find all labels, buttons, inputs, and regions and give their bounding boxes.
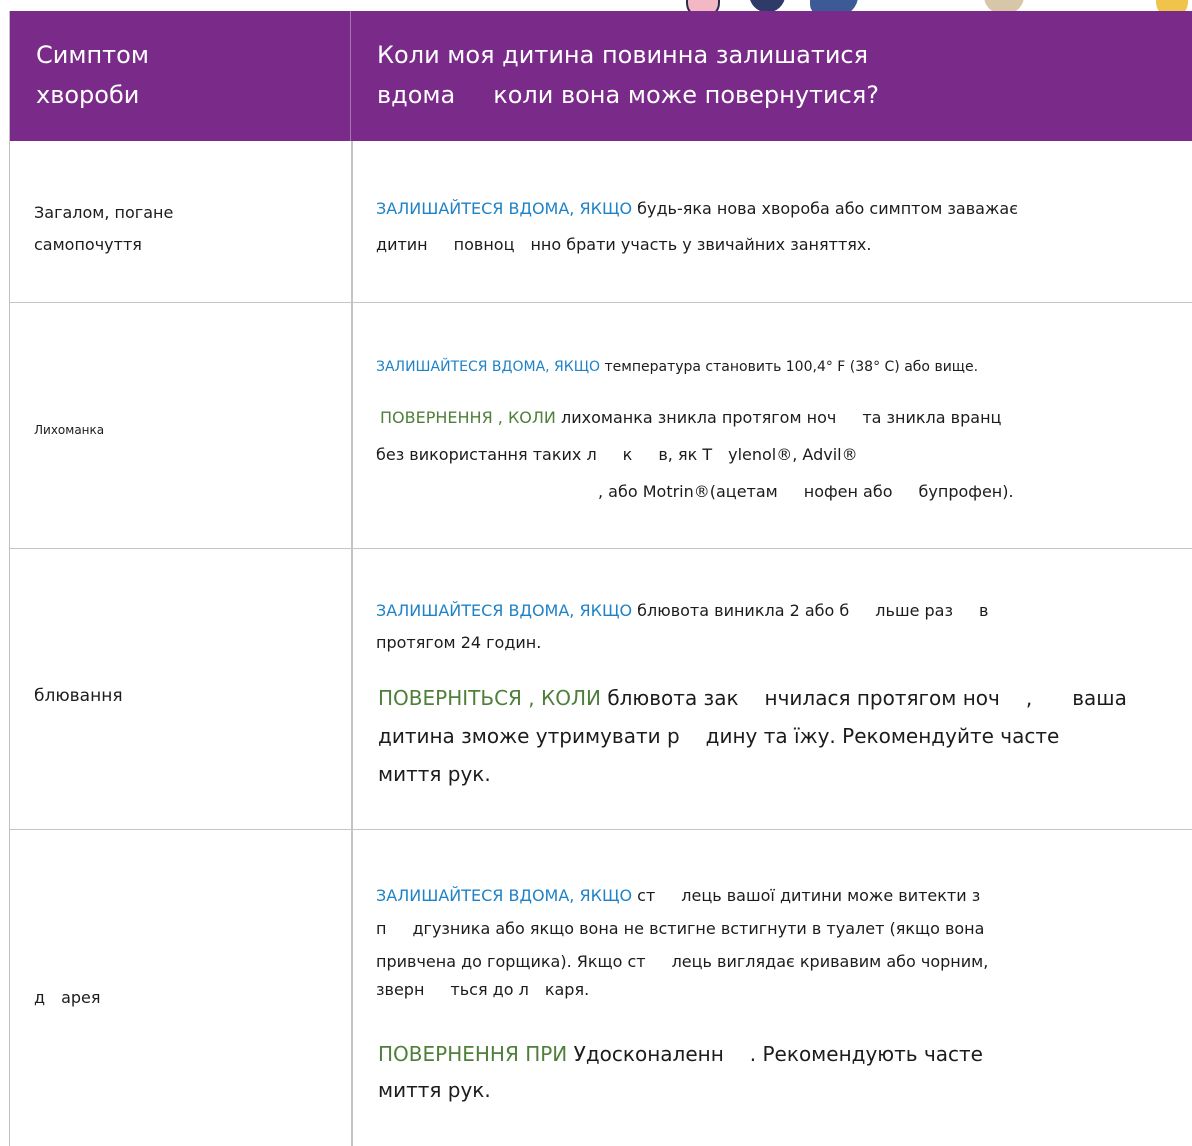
stay-home-label: ЗАЛИШАЙТЕСЯ ВДОМА, ЯКЩО — [376, 359, 601, 375]
text-fragment: привчена до горщика). Якщо ст — [376, 952, 646, 971]
text-fragment: блювота виникла 2 або б — [637, 601, 850, 620]
stay-home-label: ЗАЛИШАЙТЕСЯ ВДОМА, ЯКЩО — [376, 199, 633, 218]
text-fragment: Удосконаленн — [573, 1042, 724, 1066]
stay-home-block — [376, 879, 988, 1002]
header-guidance-line2a: вдома — [377, 81, 456, 109]
return-line2: миття рук. — [378, 1078, 491, 1102]
symptom-cell: Лихоманка — [34, 423, 105, 437]
text-fragment: дину та їжу. Рекомендуйте часте — [705, 724, 1060, 748]
text-fragment: ться до л — [450, 980, 529, 999]
text-fragment: дитин — [376, 235, 428, 254]
return-line3 — [598, 473, 1014, 510]
text-fragment: ylenol®, Advil® — [728, 445, 858, 464]
text-fragment: блювота зак — [607, 686, 739, 710]
symptom-table — [9, 11, 1192, 1146]
text-fragment: лець вашої дитини може витекти з — [681, 886, 981, 905]
text-fragment: без використання таких л — [376, 445, 597, 464]
return-label: ПОВЕРНЕННЯ ПРИ — [378, 1042, 568, 1066]
return-line1 — [380, 399, 1014, 436]
text-fragment: бупрофен). — [918, 482, 1014, 501]
stay-home-line2: протягом 24 годин. — [376, 633, 542, 652]
symptom-line1: Загалом, погане — [34, 203, 174, 222]
text-fragment: каря. — [544, 980, 590, 999]
symptom-cell — [34, 197, 173, 261]
text-fragment: повноц — [453, 235, 515, 254]
return-label: ПОВЕРНІТЬСЯ , КОЛИ — [378, 686, 601, 710]
header-guidance-line2 — [377, 75, 879, 115]
return-line1 — [378, 1036, 988, 1072]
text-fragment: нофен або — [803, 482, 893, 501]
text-fragment: арея — [61, 988, 101, 1007]
stay-home-line — [376, 879, 988, 912]
stay-home-line4 — [376, 978, 988, 1002]
guidance-cell — [376, 355, 1014, 510]
header-guidance-column — [377, 35, 879, 115]
header-symptom-line1: Симптом — [36, 41, 149, 69]
text-fragment: нчилася протягом ноч — [764, 686, 1000, 710]
header-guidance-line1: Коли моя дитина повинна залишатися — [377, 41, 869, 69]
text-fragment: льше раз — [875, 601, 953, 620]
header-divider — [350, 11, 351, 141]
row-divider — [10, 302, 1192, 303]
row-divider — [10, 829, 1192, 830]
text-fragment: дитина зможе утримувати р — [378, 724, 680, 748]
text-fragment: в — [978, 601, 989, 620]
stay-home-line2 — [376, 912, 988, 945]
text-fragment: в, як Т — [658, 445, 713, 464]
guidance-cell — [376, 879, 988, 1108]
stay-home-block — [376, 595, 1127, 659]
text-fragment: дгузника або якщо вона не встигне встигнути в туалет (якщо вона — [412, 919, 985, 938]
text-fragment: . Рекомендують часте — [749, 1042, 983, 1066]
symptom-cell — [34, 982, 101, 1014]
stay-home-label: ЗАЛИШАЙТЕСЯ ВДОМА, ЯКЩО — [376, 886, 633, 905]
text-fragment: зверн — [376, 980, 425, 999]
stay-home-text: будь-яка нова хвороба або симптом заважає — [637, 199, 1018, 218]
header-symptom-line2: хвороби — [36, 81, 140, 109]
stay-home-line — [376, 595, 1127, 627]
header-symptom-column — [36, 35, 149, 115]
text-fragment: лихоманка зникла протягом ноч — [560, 408, 837, 427]
row-divider — [10, 548, 1192, 549]
return-block — [378, 1036, 988, 1108]
text-fragment: та зникла вранц — [862, 408, 1002, 427]
text-fragment: ваша — [1072, 686, 1127, 710]
guidance-cell — [376, 595, 1127, 793]
return-line1 — [378, 679, 1127, 717]
table-header — [10, 11, 1192, 141]
text-fragment: д — [34, 988, 46, 1007]
stay-home-text: температура становить 100,4° F (38° C) або вище. — [604, 359, 979, 375]
text-fragment: ст — [637, 886, 656, 905]
header-guidance-line2b: коли вона може повернутися? — [493, 81, 880, 109]
return-label: ПОВЕРНЕННЯ , КОЛИ — [380, 408, 556, 427]
return-line2 — [378, 717, 1127, 755]
return-block — [376, 399, 1014, 510]
return-block — [378, 679, 1127, 793]
stay-home-line — [376, 191, 1018, 227]
text-fragment: п — [376, 919, 387, 938]
text-fragment: к — [622, 445, 633, 464]
text-fragment: нно брати участь у звичайних заняттях. — [530, 235, 872, 254]
return-line2 — [376, 436, 1014, 473]
return-line3: миття рук. — [378, 762, 491, 786]
stay-home-line3 — [376, 945, 988, 978]
guidance-cell — [376, 191, 1018, 263]
text-fragment: лець виглядає кривавим або чорним, — [671, 952, 989, 971]
stay-home-line — [376, 355, 1014, 379]
column-divider — [351, 141, 353, 1146]
symptom-line2: самопочуття — [34, 235, 142, 254]
text-fragment: , або Motrin®(ацетам — [598, 482, 778, 501]
stay-home-line2 — [376, 227, 1018, 263]
stay-home-label: ЗАЛИШАЙТЕСЯ ВДОМА, ЯКЩО — [376, 601, 633, 620]
symptom-cell: блювання — [34, 686, 123, 706]
text-fragment: , — [1025, 686, 1033, 710]
